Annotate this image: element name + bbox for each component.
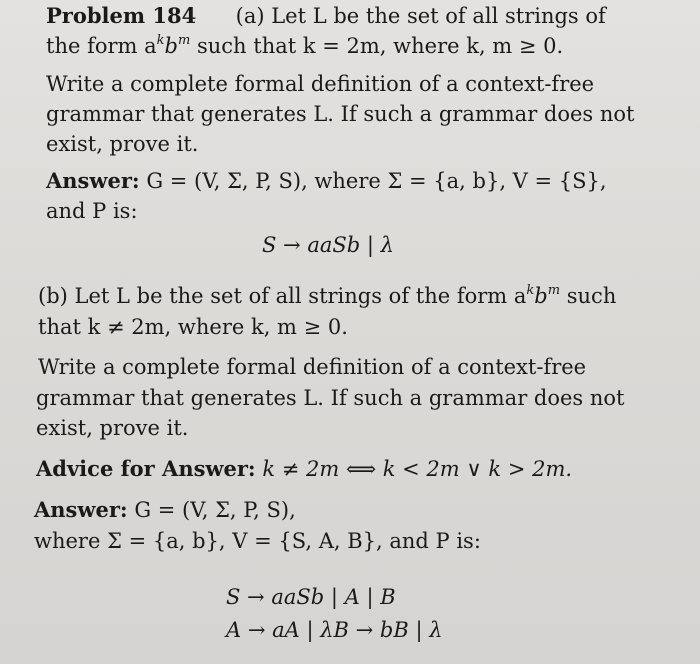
- part-b-line2: that k ≠ 2m, where k, m ≥ 0.: [38, 315, 348, 339]
- part-b-production2: A → aA | λB → bB | λ: [226, 618, 443, 642]
- part-a-condition: such that k = 2m, where k, m ≥ 0.: [190, 34, 564, 58]
- part-a-answer: [46, 167, 607, 195]
- part-a-line2: [46, 32, 563, 60]
- part-a-question-line2: grammar that generates L. If such a grammar does not: [46, 102, 635, 126]
- exponent-k: k: [156, 33, 165, 48]
- part-b-line1: [38, 282, 616, 310]
- part-a-answer-label: Answer:: [46, 168, 140, 193]
- part-a-question-line1: Write a complete formal definition of a context-free: [46, 72, 595, 96]
- advice-text: k ≠ 2m ⟺ k < 2m ∨ k > 2m.: [255, 457, 573, 481]
- part-b-answer-text: G = (V, Σ, P, S),: [127, 498, 296, 522]
- part-a-line1: Let L be the set of all strings of: [271, 4, 606, 28]
- part-a-answer-text: G = (V, Σ, P, S), where Σ = {a, b}, V = {S},: [139, 169, 607, 193]
- advice-label: Advice for Answer:: [36, 456, 256, 481]
- exponent-k: k: [526, 283, 535, 298]
- letter-b: b: [164, 34, 178, 58]
- part-a-answer-line2: and P is:: [46, 199, 138, 223]
- part-b-tag: (b): [38, 284, 68, 308]
- part-b-production1: S → aaSb | A | B: [226, 585, 396, 609]
- part-b-answer-line2: where Σ = {a, b}, V = {S, A, B}, and P is:: [34, 529, 481, 553]
- part-b-question-line3: exist, prove it.: [36, 416, 189, 440]
- exponent-m: m: [177, 33, 191, 48]
- part-b-answer: [34, 496, 296, 524]
- letter-b: b: [534, 284, 548, 308]
- part-b-text: Let L be the set of all strings of the form a: [74, 284, 527, 308]
- problem-label: Problem 184: [46, 3, 197, 28]
- part-b-question-line2: grammar that generates L. If such a grammar does not: [36, 386, 625, 410]
- part-a-form-text: the form a: [46, 34, 157, 58]
- part-b-such: such: [560, 284, 617, 308]
- part-b-question-line1: Write a complete formal definition of a context-free: [38, 355, 587, 379]
- part-b-advice: [36, 455, 572, 483]
- problem-header: [46, 2, 606, 30]
- part-a-tag: (a): [235, 4, 265, 28]
- exponent-m: m: [547, 283, 561, 298]
- part-a-question-line3: exist, prove it.: [46, 132, 199, 156]
- part-a-production: S → aaSb | λ: [262, 233, 394, 257]
- part-b-answer-label: Answer:: [34, 497, 128, 522]
